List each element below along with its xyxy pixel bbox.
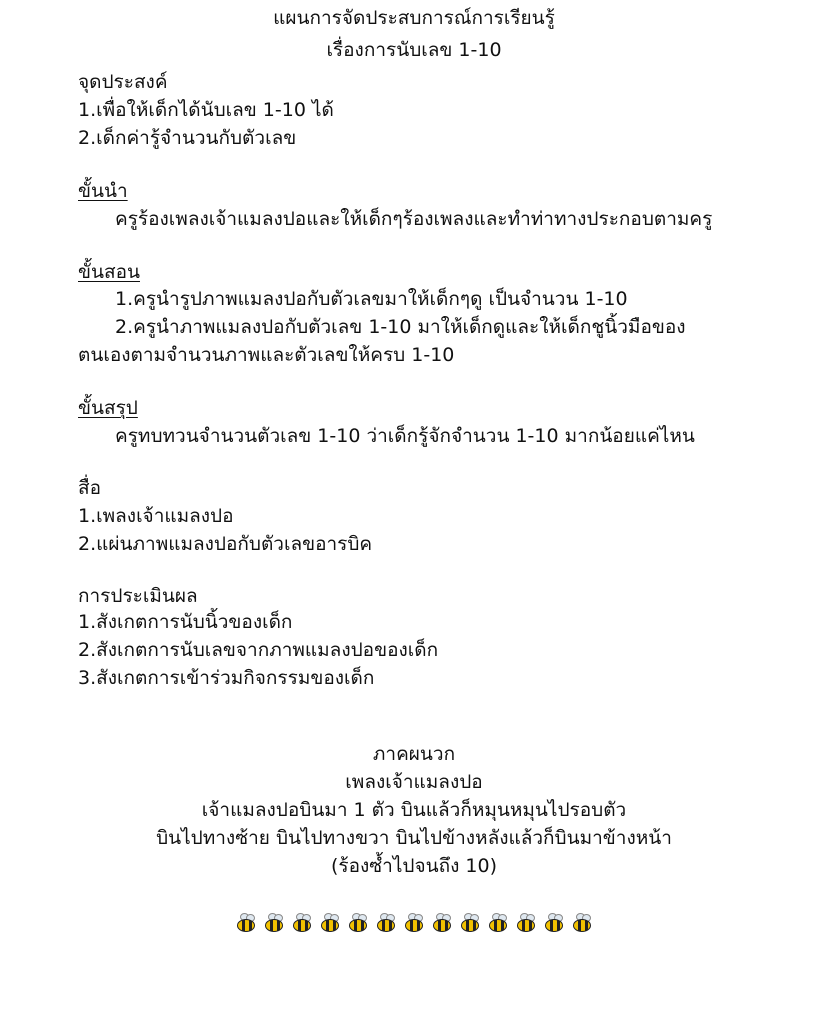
document-subtitle: เรื่องการนับเลข 1-10 <box>326 39 502 61</box>
document-title: แผนการจัดประสบการณ์การเรียนรู้ <box>273 7 555 29</box>
teaching-heading: ขั้นสอน <box>78 261 140 283</box>
song-title: เพลงเจ้าแมลงปอ <box>345 771 483 793</box>
bee-icon <box>485 911 511 935</box>
bee-icon <box>541 911 567 935</box>
evaluation-heading: การประเมินผล <box>78 585 198 607</box>
bee-icon <box>569 911 595 935</box>
song-lyric-2: บินไปทางซ้าย บินไปทางขวา บินไปข้างหลังแล้วก็บินมาข้างหน้า <box>156 827 672 849</box>
objectives-heading: จุดประสงค์ <box>78 71 168 93</box>
evaluation-item-3: 3.สังเกตการเข้าร่วมกิจกรรมของเด็ก <box>78 667 375 689</box>
intro-text: ครูร้องเพลงเจ้าแมลงปอและให้เด็กๆร้องเพลงและทำท่าทางประกอบตามครู <box>115 208 713 230</box>
summary-text: ครูทบทวนจำนวนตัวเลข 1-10 ว่าเด็กรู้จักจำนวน 1-10 มากน้อยแค่ไหน <box>115 425 695 447</box>
evaluation-item-1: 1.สังเกตการนับนิ้วของเด็ก <box>78 611 293 633</box>
bee-icon <box>457 911 483 935</box>
bee-icon <box>513 911 539 935</box>
bee-icon <box>429 911 455 935</box>
evaluation-item-2: 2.สังเกตการนับเลขจากภาพแมลงปอของเด็ก <box>78 639 439 661</box>
objective-item-1: 1.เพื่อให้เด็กได้นับเลข 1-10 ได้ <box>78 99 334 121</box>
bee-icon <box>373 911 399 935</box>
bee-icon <box>317 911 343 935</box>
bee-icon <box>345 911 371 935</box>
media-heading: สื่อ <box>78 477 102 499</box>
bee-icon <box>401 911 427 935</box>
media-item-2: 2.แผ่นภาพแมลงปอกับตัวเลขอารบิค <box>78 533 373 555</box>
bee-icon <box>289 911 315 935</box>
appendix-heading: ภาคผนวก <box>372 743 456 765</box>
bee-icon <box>233 911 259 935</box>
song-repeat-note: (ร้องซ้ำไปจนถึง 10) <box>330 855 498 877</box>
intro-heading: ขั้นนำ <box>78 180 128 202</box>
summary-heading: ขั้นสรุป <box>78 397 138 419</box>
song-lyric-1: เจ้าแมลงปอบินมา 1 ตัว บินแล้วก็หมุนหมุนไปรอบตัว <box>201 799 627 821</box>
teaching-step-2: 2.ครูนำภาพแมลงปอกับตัวเลข 1-10 มาให้เด็กดูและให้เด็กชูนิ้วมือของ <box>115 316 686 338</box>
objective-item-2: 2.เด็กค่ารู้จำนวนกับตัวเลข <box>78 127 297 149</box>
teaching-step-1: 1.ครูนำรูปภาพแมลงปอกับตัวเลขมาให้เด็กๆดู เป็นจำนวน 1-10 <box>115 288 628 310</box>
media-item-1: 1.เพลงเจ้าแมลงปอ <box>78 505 234 527</box>
bee-icon <box>261 911 287 935</box>
bee-decoration-row <box>0 910 828 935</box>
teaching-step-2-continued: ตนเองตามจำนวนภาพและตัวเลขให้ครบ 1-10 <box>78 344 455 366</box>
